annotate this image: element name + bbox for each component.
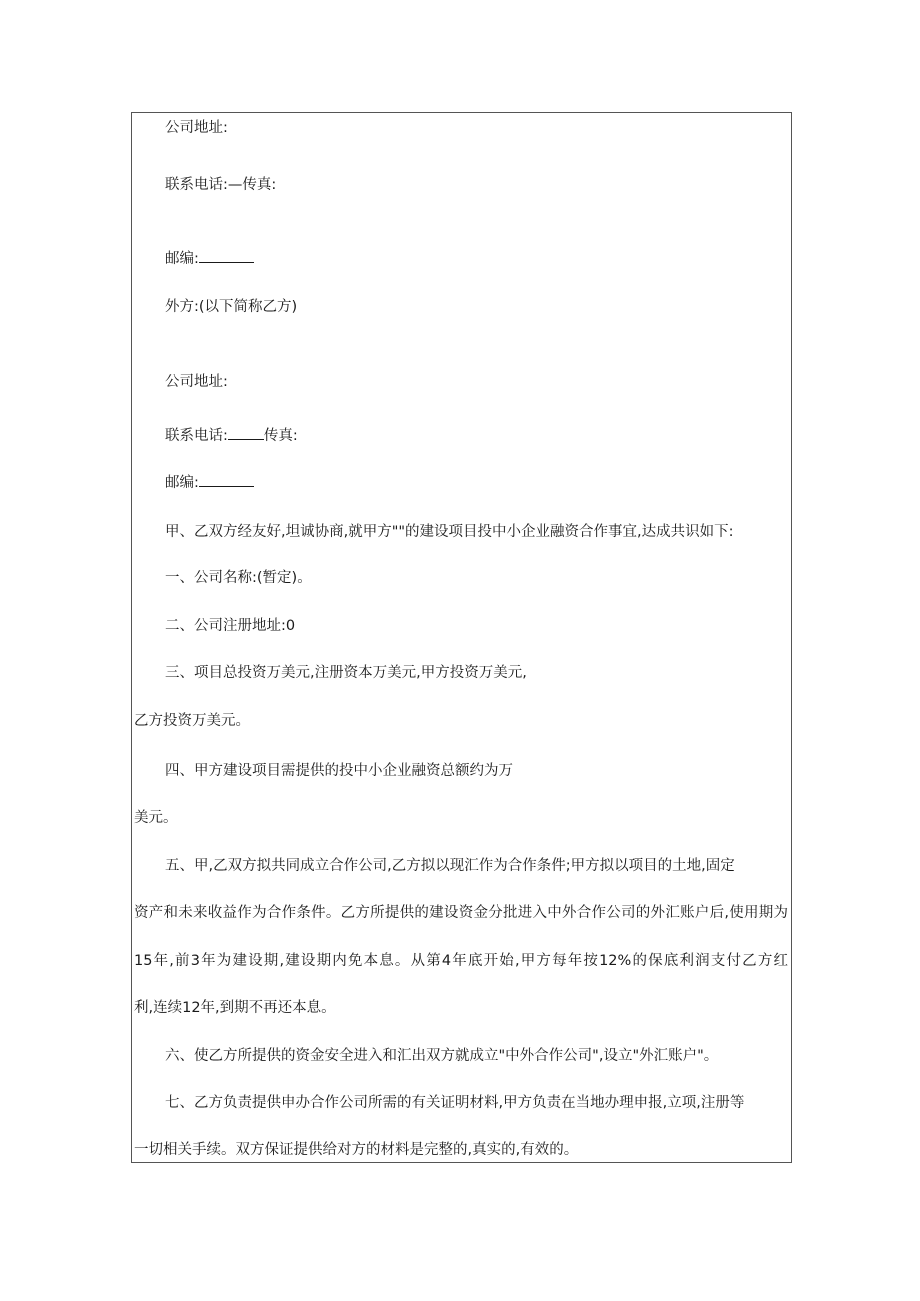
clause-5-line-3-text: 15年,前3年为建设期,建设期内免本息。从第4年底开始,甲方每年按12%的保底利润支付乙方红 [134, 953, 788, 969]
clause-5-line-1: 五、甲,乙双方拟共同成立合作公司,乙方拟以现汇作为合作条件;甲方拟以项目的土地,固定 [165, 858, 735, 874]
domestic-address-label: 公司地址: [165, 120, 228, 136]
clause-3-line-2: 乙方投资万美元。 [134, 713, 250, 729]
domestic-postcode-line [165, 248, 254, 269]
clause-7-line-2: 一切相关手续。双方保证提供给对方的材料是完整的,真实的,有效的。 [134, 1142, 579, 1158]
domestic-phone-line [165, 175, 276, 195]
clause-4-line-1: 四、甲方建设项目需提供的投中小企业融资总额约为万 [165, 763, 513, 779]
foreign-phone-label: 联系电话: [165, 428, 228, 444]
postcode-blank [199, 248, 254, 263]
clause-1: 一、公司名称:(暂定)。 [165, 570, 312, 586]
clause-5-line-2 [134, 903, 788, 923]
foreign-address-label: 公司地址: [165, 374, 228, 390]
clause-6: 六、使乙方所提供的资金安全进入和汇出双方就成立"中外合作公司",设立"外汇账户"。 [165, 1048, 719, 1064]
clause-5-line-2-text: 资产和未来收益作为合作条件。乙方所提供的建设资金分批进入中外合作公司的外汇账户后,使用期为 [134, 905, 788, 921]
foreign-postcode-line [165, 472, 254, 493]
clause-3-line-1: 三、项目总投资万美元,注册资本万美元,甲方投资万美元, [165, 665, 527, 681]
postcode-blank [199, 472, 254, 487]
domestic-postcode-label: 邮编: [165, 251, 199, 267]
clause-2: 二、公司注册地址:0 [165, 618, 296, 634]
clause-7-line-1: 七、乙方负责提供申办合作公司所需的有关证明材料,甲方负责在当地办理申报,立项,注册等 [165, 1095, 745, 1111]
clause-4-line-2: 美元。 [134, 810, 178, 826]
clause-5-line-3 [134, 951, 788, 971]
foreign-party-line: 外方:(以下简称乙方) [165, 299, 298, 315]
foreign-postcode-label: 邮编: [165, 475, 199, 491]
foreign-phone-line [165, 425, 298, 446]
domestic-fax-label: —传真: [227, 177, 277, 193]
clause-5-line-4: 利,连续12年,到期不再还本息。 [134, 1000, 336, 1016]
domestic-phone-label: 联系电话: [165, 177, 228, 193]
foreign-fax-label: 传真: [263, 428, 298, 444]
phone-blank [228, 425, 264, 440]
preamble: 甲、乙双方经友好,坦诚协商,就甲方""的建设项目投中小企业融资合作事宜,达成共识如下: [165, 524, 734, 540]
